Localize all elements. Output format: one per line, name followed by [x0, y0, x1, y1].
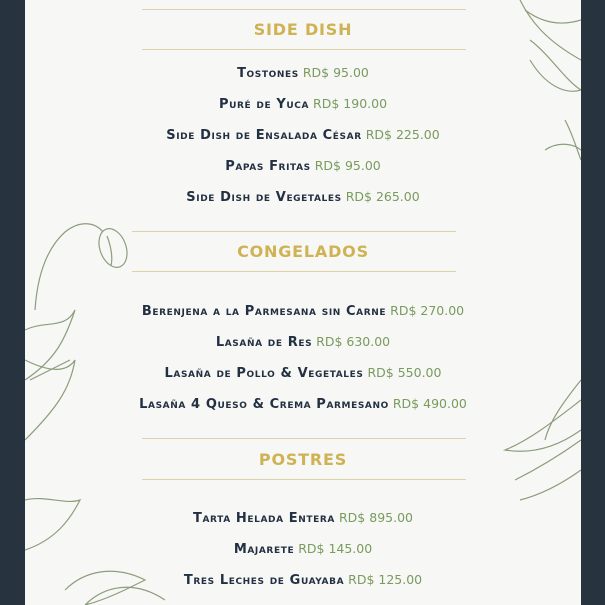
section-bottom-rule — [142, 479, 466, 480]
menu-item — [25, 96, 581, 113]
item-price: RD$ 630.00 — [316, 334, 391, 349]
menu-item — [25, 365, 581, 382]
item-name: Tarta Helada Entera — [193, 511, 335, 526]
item-name: Tres Leches de Guayaba — [183, 573, 345, 588]
menu-item — [25, 510, 581, 527]
item-name: Majarete — [233, 542, 295, 557]
section-top-rule — [142, 438, 466, 439]
menu-item — [25, 541, 581, 558]
section-bottom-rule — [142, 49, 466, 50]
item-name: Lasaña 4 Queso & Crema Parmesano — [139, 397, 389, 412]
menu-item — [25, 158, 581, 175]
item-price: RD$ 145.00 — [298, 541, 373, 556]
item-price: RD$ 490.00 — [392, 396, 467, 411]
section-title: POSTRES — [258, 450, 348, 469]
menu-item — [25, 396, 581, 413]
section-title: SIDE DISH — [253, 20, 353, 39]
section-bottom-rule — [132, 271, 456, 272]
menu-item — [25, 189, 581, 206]
item-price: RD$ 125.00 — [348, 572, 423, 587]
item-name: Papas Fritas — [225, 159, 311, 174]
item-name: Tostones — [237, 66, 299, 81]
item-name: Berenjena a la Parmesana sin Carne — [141, 304, 387, 319]
section-title: CONGELADOS — [237, 242, 369, 261]
item-name: Side Dish de Vegetales — [186, 190, 342, 205]
item-price: RD$ 265.00 — [345, 189, 420, 204]
menu-item — [25, 127, 581, 144]
item-price: RD$ 895.00 — [339, 510, 413, 525]
menu-item — [25, 303, 581, 320]
item-name: Puré de Yuca — [218, 97, 310, 112]
menu-item — [25, 65, 581, 82]
item-price: RD$ 95.00 — [302, 65, 369, 80]
menu-page — [25, 0, 581, 605]
item-name: Lasaña de Res — [215, 335, 313, 350]
section-top-rule — [132, 231, 456, 232]
menu-item — [25, 572, 581, 589]
menu-item — [25, 334, 581, 351]
item-price: RD$ 95.00 — [314, 158, 381, 173]
item-price: RD$ 270.00 — [390, 303, 465, 318]
item-price: RD$ 225.00 — [365, 127, 440, 142]
item-name: Lasaña de Pollo & Vegetales — [164, 366, 364, 381]
section-top-rule — [142, 9, 466, 10]
item-name: Side Dish de Ensalada César — [166, 128, 362, 143]
item-price: RD$ 190.00 — [313, 96, 388, 111]
item-price: RD$ 550.00 — [367, 365, 442, 380]
